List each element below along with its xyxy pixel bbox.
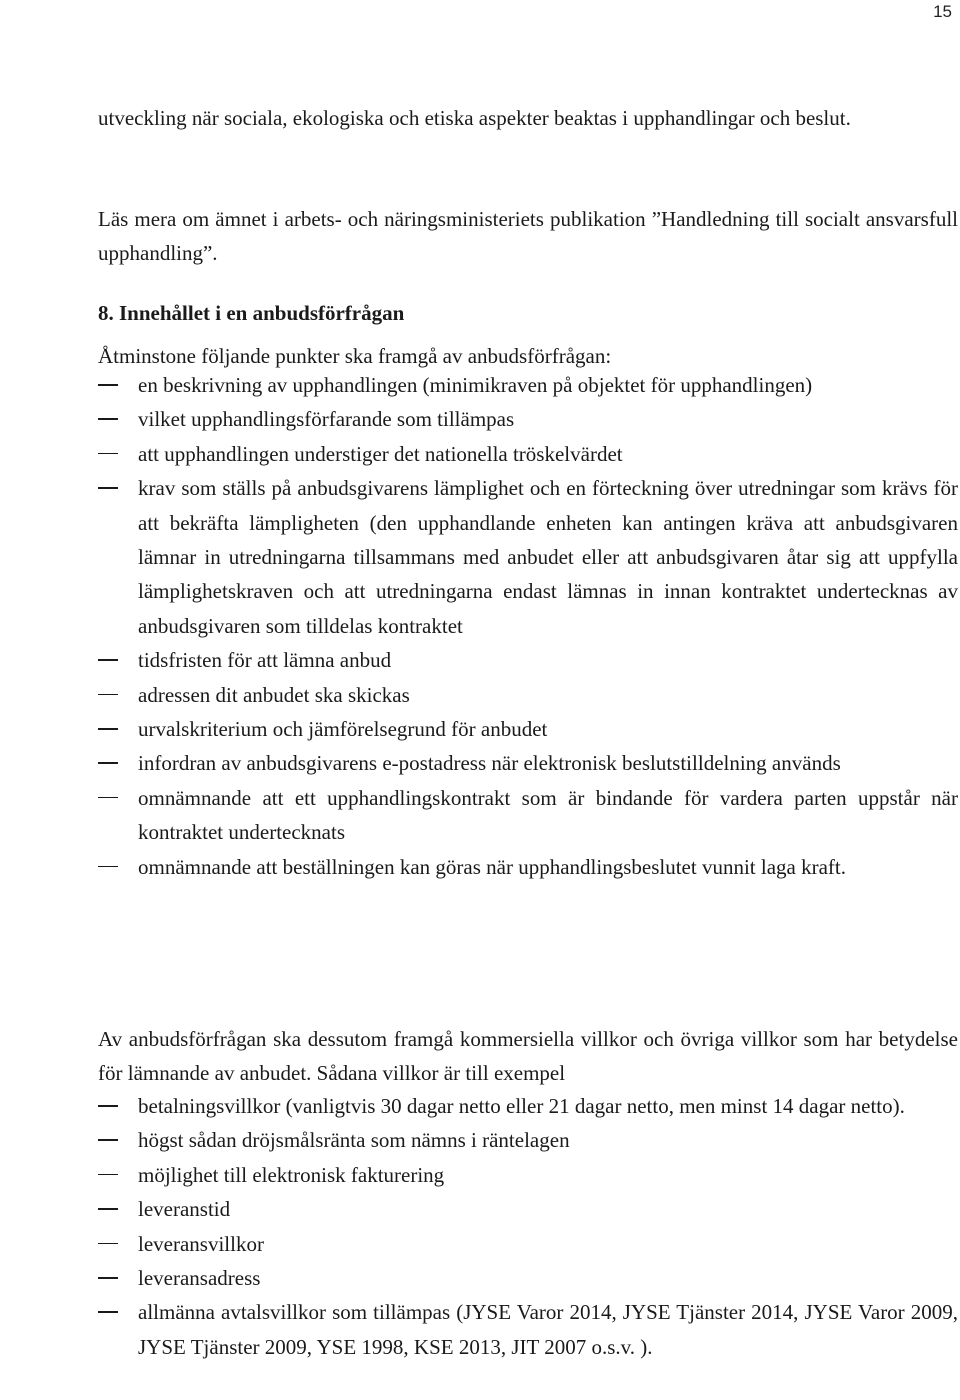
commercial-terms-paragraph: Av anbudsförfrågan ska dessutom framgå kommersiella villkor och övriga villkor som har betydelse för lämnande av anbudet. Sådana villkor är till exempel bbox=[98, 1027, 958, 1085]
list-item: omnämnande att ett upphandlingskontrakt som är bindande för vardera parten uppstår när kontraktet undertecknats bbox=[98, 781, 958, 850]
list-item: allmänna avtalsvillkor som tillämpas (JYSE Varor 2014, JYSE Tjänster 2014, JYSE Varor 2009, JYSE Tjänster 2009, YSE 1998, KSE 2013, JIT 2007 o.s.v. ). bbox=[98, 1295, 958, 1364]
list-item: leveransvillkor bbox=[98, 1227, 958, 1261]
section-heading: 8. Innehållet i en anbudsförfrågan bbox=[98, 301, 405, 325]
list-item: tidsfristen för att lämna anbud bbox=[98, 643, 958, 677]
list-item: att upphandlingen understiger det nationella tröskelvärdet bbox=[98, 437, 958, 471]
list-item: högst sådan dröjsmålsränta som nämns i räntelagen bbox=[98, 1123, 958, 1157]
read-more-paragraph: Läs mera om ämnet i arbets- och näringsministeriets publikation ”Handledning till socialt ansvarsfull upphandling”. bbox=[98, 207, 958, 265]
list-item: adressen dit anbudet ska skickas bbox=[98, 678, 958, 712]
list-item: infordran av anbudsgivarens e-postadress när elektronisk beslutstilldelning används bbox=[98, 746, 958, 780]
list-item: en beskrivning av upphandlingen (minimikraven på objektet för upphandlingen) bbox=[98, 368, 958, 402]
list-item: krav som ställs på anbudsgivarens lämplighet och en förteckning över utredningar som krävs för att bekräfta lämpligheten (den upphandlande enheten kan antingen kräva att anbudsgivaren lämnar in utredningarna tillsammans med anbudet eller att anbudsgivaren åtar sig att uppfylla lämplighetskraven och att utredningarna endast lämnas in innan kontraktet undertecknas av anbudsgivaren som tilldelas kontraktet bbox=[98, 471, 958, 643]
list-item: leveranstid bbox=[98, 1192, 958, 1226]
list-item: möjlighet till elektronisk fakturering bbox=[98, 1158, 958, 1192]
continuation-paragraph: utveckling när sociala, ekologiska och etiska aspekter beaktas i upphandlingar och beslut. bbox=[98, 106, 851, 130]
list-item: omnämnande att beställningen kan göras när upphandlingsbeslutet vunnit laga kraft. bbox=[98, 850, 958, 884]
section-intro: Åtminstone följande punkter ska framgå av anbudsförfrågan: bbox=[98, 344, 612, 368]
list-item: leveransadress bbox=[98, 1261, 958, 1295]
page-number: 15 bbox=[933, 2, 952, 21]
list-item: vilket upphandlingsförfarande som tillämpas bbox=[98, 402, 958, 436]
list-item: urvalskriterium och jämförelsegrund för anbudet bbox=[98, 712, 958, 746]
commercial-items-list bbox=[98, 1089, 958, 1364]
list-item: betalningsvillkor (vanligtvis 30 dagar netto eller 21 dagar netto, men minst 14 dagar netto). bbox=[98, 1089, 958, 1123]
required-items-list bbox=[98, 368, 958, 884]
